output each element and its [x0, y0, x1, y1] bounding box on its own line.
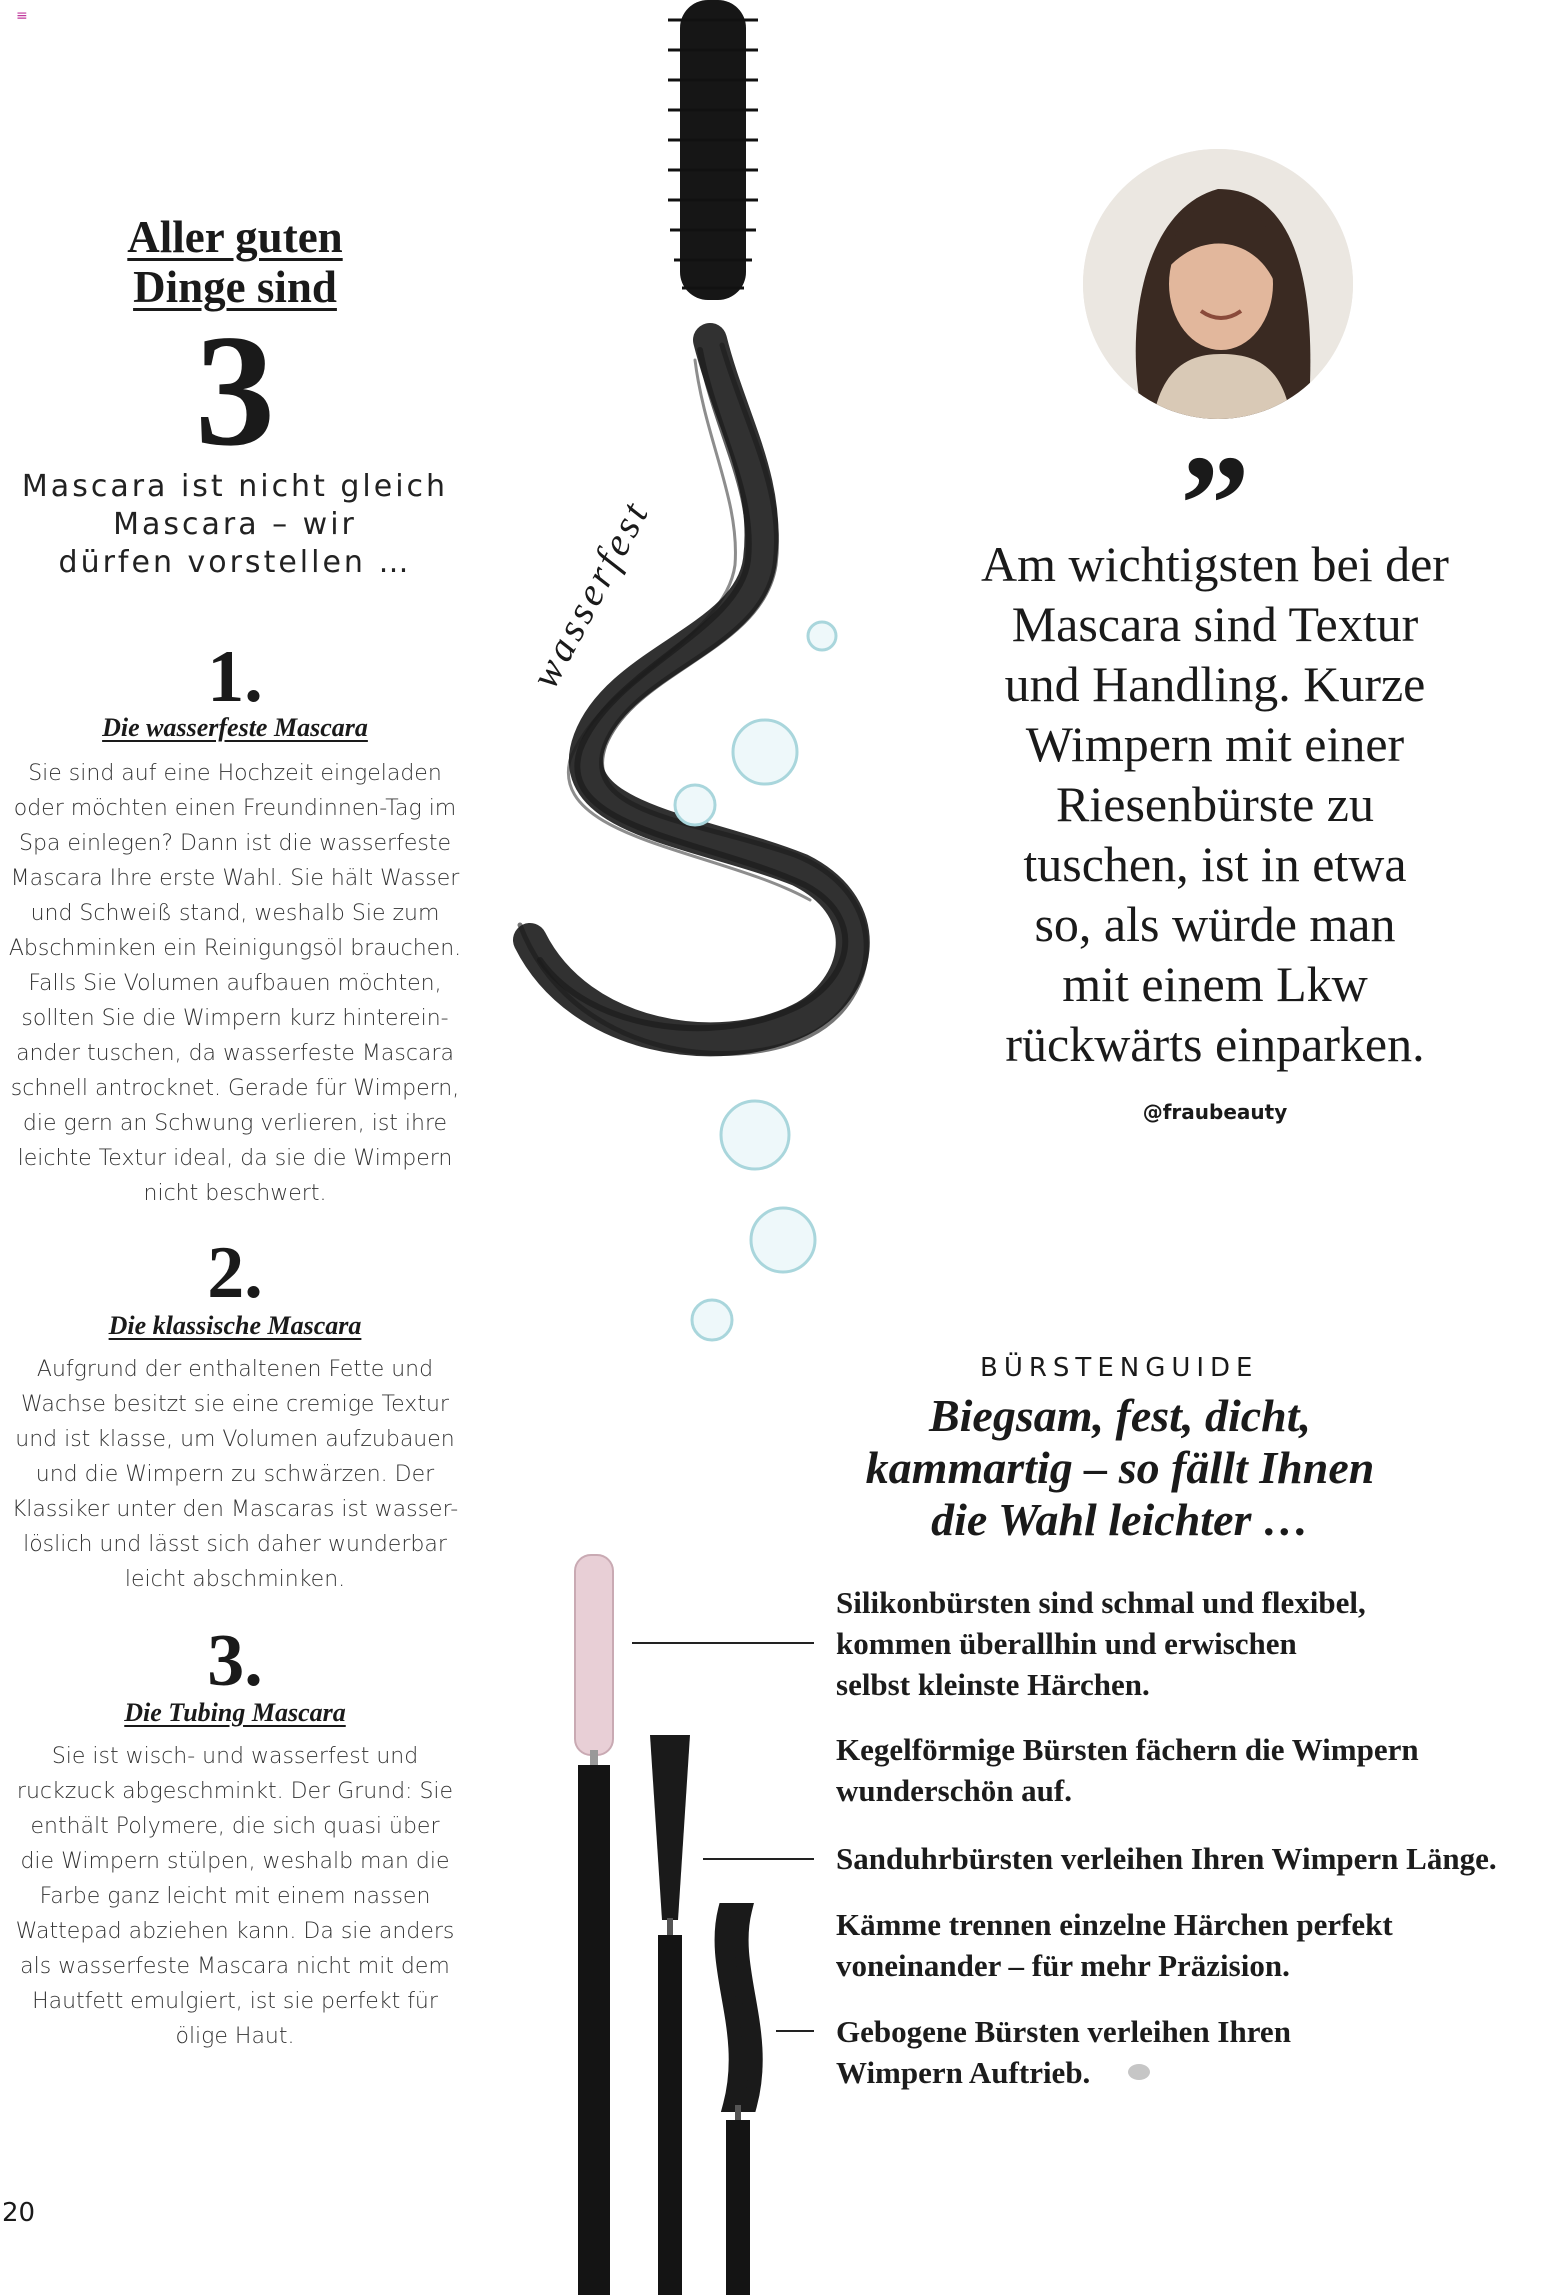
section-body-3: Sie ist wisch- und wasserfest und ruckzuck abgeschminkt. Der Grund: Sie enthält Polymere, die sich quasi über die Wimpern stülpen, weshalb man die Farbe ganz leicht mit einem nassen Wattepad abziehen kann. Da sie anders als wasserfeste Mascara nicht mit dem Hautfett emulgiert, ist sie perfekt für ölige Haut.: [15, 1744, 455, 2049]
quote-text: Am wichtigsten bei der Mascara sind Textur und Handling. Kurze Wimpern mit einer Riesenbürste zu tuschen, ist in etwa so, als würde man mit einem Lkw rückwärts einparken.: [981, 536, 1449, 1072]
section-title-2: Die klassische Mascara: [108, 1311, 362, 1340]
mascara-wand-top: [668, 0, 758, 300]
mascara-brushes-illustration: [550, 1550, 790, 2295]
section-number-1: 1.: [207, 636, 263, 718]
guide-item-sanduhr: Sanduhrbürsten verleihen Ihren Wimpern Länge.: [836, 1841, 1497, 1876]
corner-mark: ≡: [16, 8, 28, 24]
guide-item-gebogen: Gebogene Bürsten verleihen Ihren Wimpern Auftrieb.: [836, 2014, 1291, 2090]
page-title: Aller guten Dinge sind: [127, 212, 343, 312]
big-number: 3: [195, 301, 275, 479]
guide-item-kegel: Kegelförmige Bürsten fächern die Wimpern wunderschön auf.: [836, 1732, 1419, 1808]
section-body-2: Aufgrund der enthaltenen Fette und Wachse besitzt sie eine cremige Textur und ist klasse, um Volumen aufzubauen und die Wimpern zu schwärzen. Der Klassiker unter den Mascaras ist wasser- löslich und lässt sich daher wunderbar leicht abschminken.: [11, 1357, 459, 1592]
intro-text: Mascara ist nicht gleich Mascara – wir dürfen vorstellen …: [21, 469, 449, 580]
water-bubbles: [675, 622, 836, 1340]
portrait-image: [1083, 149, 1353, 419]
section-number-3: 3.: [207, 1620, 263, 1702]
guide-item-kamm: Kämme trennen einzelne Härchen perfekt voneinander – für mehr Präzision.: [836, 1907, 1393, 1983]
silicone-brush: [575, 1555, 613, 2295]
quote-mark-icon: ”: [1180, 427, 1250, 582]
guide-item-silikon: Silikonbürsten sind schmal und flexibel, kommen überallhin und erwischen selbst kleinste Härchen.: [836, 1585, 1366, 1702]
guide-headline: Biegsam, fest, dicht, kammartig – so fällt Ihnen die Wahl leichter …: [865, 1390, 1375, 1545]
quote-author: @fraubeauty: [1142, 1100, 1288, 1124]
cone-brush: [650, 1735, 690, 2295]
section-title-3: Die Tubing Mascara: [124, 1698, 346, 1727]
wasserfest-label: wasserfest: [521, 491, 659, 696]
end-mark-icon: [1128, 2064, 1150, 2080]
curved-brush: [722, 1910, 756, 2295]
section-title-1: Die wasserfeste Mascara: [102, 713, 368, 742]
author-portrait: [1083, 149, 1353, 419]
section-body-1: Sie sind auf eine Hochzeit eingeladen oder möchten einen Freundinnen-Tag im Spa einlegen? Dann ist die wasserfeste Mascara Ihre erste Wahl. Sie hält Wasser und Schweiß stand, weshalb Sie zum Abschminken ein Reinigungsöl brauchen. Falls Sie Volumen aufbauen möchten, sollten Sie die Wimpern kurz hinterein- ander tuschen, da wasserfeste Mascara schnell antrocknet. Gerade für Wimpern, die gern an Schwung verlieren, ist ihre leichte Textur ideal, da sie die Wimpern nicht beschwert.: [8, 761, 462, 1206]
mascara-stroke-swirl: [520, 340, 866, 1053]
guide-kicker: BÜRSTENGUIDE: [980, 1353, 1259, 1383]
page-number: 20: [2, 2198, 36, 2228]
section-number-2: 2.: [207, 1232, 263, 1314]
